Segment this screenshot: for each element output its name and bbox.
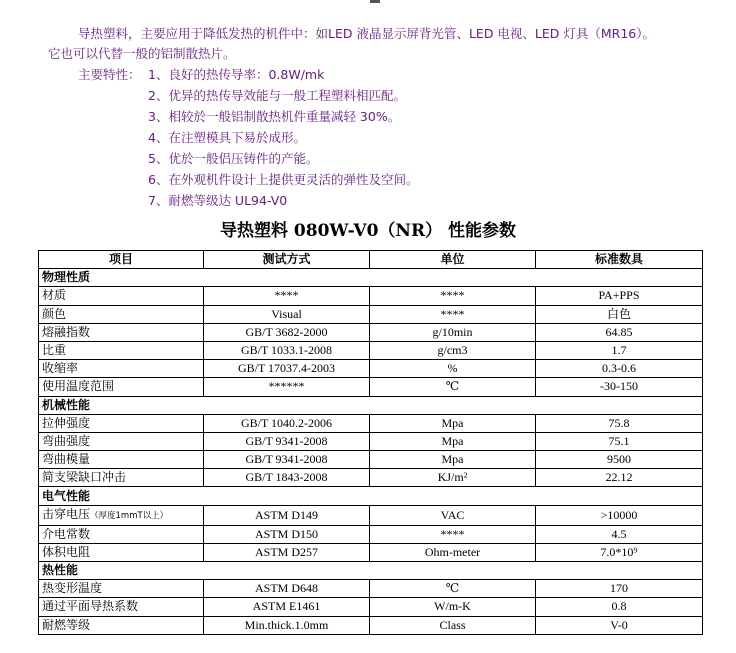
cell-value: 64.85: [536, 323, 703, 341]
table-row: [39, 580, 703, 598]
cell-unit: Ohm-meter: [370, 543, 536, 561]
cell-value: 9500: [536, 451, 703, 469]
cell-item: 比重: [39, 341, 204, 359]
cell-value: 170: [536, 580, 703, 598]
cell-method: GB/T 1040.2-2006: [204, 414, 370, 432]
cell-item: 耐燃等级: [39, 616, 204, 634]
top-edge-mark: [370, 0, 380, 3]
cell-value: 0.8: [536, 598, 703, 616]
cell-unit: W/m-K: [370, 598, 536, 616]
cell-unit: %: [370, 360, 536, 378]
table-row: [39, 432, 703, 450]
feature-5: 5、优於一般侣压铸件的产能。: [148, 151, 319, 166]
cell-value: 1.7: [536, 341, 703, 359]
cell-item: 简支梁缺口冲击: [39, 469, 204, 487]
header-value: 标准数具: [536, 251, 703, 269]
cell-method: Min.thick.1.0mm: [204, 616, 370, 634]
cell-method: GB/T 1033.1-2008: [204, 341, 370, 359]
cell-unit: Mpa: [370, 451, 536, 469]
cell-method: GB/T 9341-2008: [204, 451, 370, 469]
cell-unit: VAC: [370, 505, 536, 525]
cell-item: 弯曲模量: [39, 451, 204, 469]
table-row: [39, 305, 703, 323]
features-label: 主要特性：: [78, 67, 141, 82]
feature-2: 2、优异的热传导效能与一般工程塑料相匹配。: [148, 88, 406, 103]
cell-value: 75.8: [536, 414, 703, 432]
cell-method: GB/T 17037.4-2003: [204, 360, 370, 378]
feature-7: 7、耐燃等级达 UL94-V0: [148, 193, 288, 208]
cell-unit: ℃: [370, 580, 536, 598]
cell-value: 22.12: [536, 469, 703, 487]
cell-item: 熔融指数: [39, 323, 204, 341]
table-row: [39, 360, 703, 378]
cell-value: 75.1: [536, 432, 703, 450]
cell-method: ASTM E1461: [204, 598, 370, 616]
cell-item: 热变形温度: [39, 580, 204, 598]
section-title: 机械性能: [39, 396, 703, 414]
cell-item: 弯曲强度: [39, 432, 204, 450]
cell-unit: ℃: [370, 378, 536, 396]
cell-value: 4.5: [536, 525, 703, 543]
cell-item: 体积电阻: [39, 543, 204, 561]
table-row: [39, 414, 703, 432]
cell-unit: Class: [370, 616, 536, 634]
feature-1: 1、良好的热传导率：0.8W/mk: [148, 67, 325, 82]
intro-line-1: 导热塑料，主要应用于降低发热的机件中：如LED 液晶显示屏背光管、LED 电视、LED 灯具（MR16）。: [78, 26, 656, 41]
cell-item: 颜色: [39, 305, 204, 323]
cell-unit: Mpa: [370, 432, 536, 450]
section-title: 热性能: [39, 562, 703, 580]
table-header-row: [39, 251, 703, 269]
cell-method: ******: [204, 378, 370, 396]
cell-value: 白色: [536, 305, 703, 323]
table-title: 导热塑料 080W-V0（NR） 性能参数: [220, 221, 516, 241]
cell-method: GB/T 1843-2008: [204, 469, 370, 487]
cell-value: 0.3-0.6: [536, 360, 703, 378]
header-item: 项目: [39, 251, 204, 269]
table-row: [39, 287, 703, 305]
cell-method: ASTM D149: [204, 505, 370, 525]
section-row-physical: [39, 269, 703, 287]
cell-value: -30-150: [536, 378, 703, 396]
table-row: [39, 341, 703, 359]
cell-method: GB/T 3682-2000: [204, 323, 370, 341]
cell-unit: KJ/m²: [370, 469, 536, 487]
cell-item: 材质: [39, 287, 204, 305]
cell-unit: ****: [370, 525, 536, 543]
cell-unit: Mpa: [370, 414, 536, 432]
cell-unit: g/cm3: [370, 341, 536, 359]
section-row-electrical: [39, 487, 703, 505]
cell-value: 7.0*10⁹: [536, 543, 703, 561]
cell-method: ASTM D150: [204, 525, 370, 543]
cell-value: PA+PPS: [536, 287, 703, 305]
cell-item: 介电常数: [39, 525, 204, 543]
cell-value: V-0: [536, 616, 703, 634]
section-title: 电气性能: [39, 487, 703, 505]
cell-method: ASTM D257: [204, 543, 370, 561]
cell-method: GB/T 9341-2008: [204, 432, 370, 450]
table-row: [39, 505, 703, 525]
intro-line-2: 它也可以代替一般的铝制散热片。: [48, 46, 236, 61]
header-method: 测试方式: [204, 251, 370, 269]
header-unit: 单位: [370, 251, 536, 269]
table-row: [39, 451, 703, 469]
cell-item: 使用温度范围: [39, 378, 204, 396]
table-row: [39, 598, 703, 616]
table-row: [39, 323, 703, 341]
table-row: [39, 616, 703, 634]
cell-item: 通过平面导热系数: [39, 598, 204, 616]
table-row: [39, 525, 703, 543]
cell-item: [39, 505, 204, 525]
section-title: 物理性质: [39, 269, 703, 287]
cell-unit: ****: [370, 305, 536, 323]
feature-4: 4、在注塑模具下易於成形。: [148, 130, 306, 145]
cell-method: ****: [204, 287, 370, 305]
cell-unit: g/10min: [370, 323, 536, 341]
section-row-thermal: [39, 562, 703, 580]
cell-item: 收缩率: [39, 360, 204, 378]
table-row: [39, 543, 703, 561]
cell-value: >10000: [536, 505, 703, 525]
section-row-mechanical: [39, 396, 703, 414]
cell-item: 拉伸强度: [39, 414, 204, 432]
feature-6: 6、在外观机件设计上提供更灵活的弹性及空间。: [148, 172, 419, 187]
cell-method: Visual: [204, 305, 370, 323]
cell-item-note: （厚度1mmT以上）: [90, 510, 169, 521]
cell-unit: ****: [370, 287, 536, 305]
feature-3: 3、相较於一般铝制散热机件重量减轻 30%。: [148, 109, 401, 124]
table-row: [39, 469, 703, 487]
cell-item-text: 击穿电压: [42, 506, 91, 521]
table-row: [39, 378, 703, 396]
cell-method: ASTM D648: [204, 580, 370, 598]
spec-table: [38, 250, 703, 635]
